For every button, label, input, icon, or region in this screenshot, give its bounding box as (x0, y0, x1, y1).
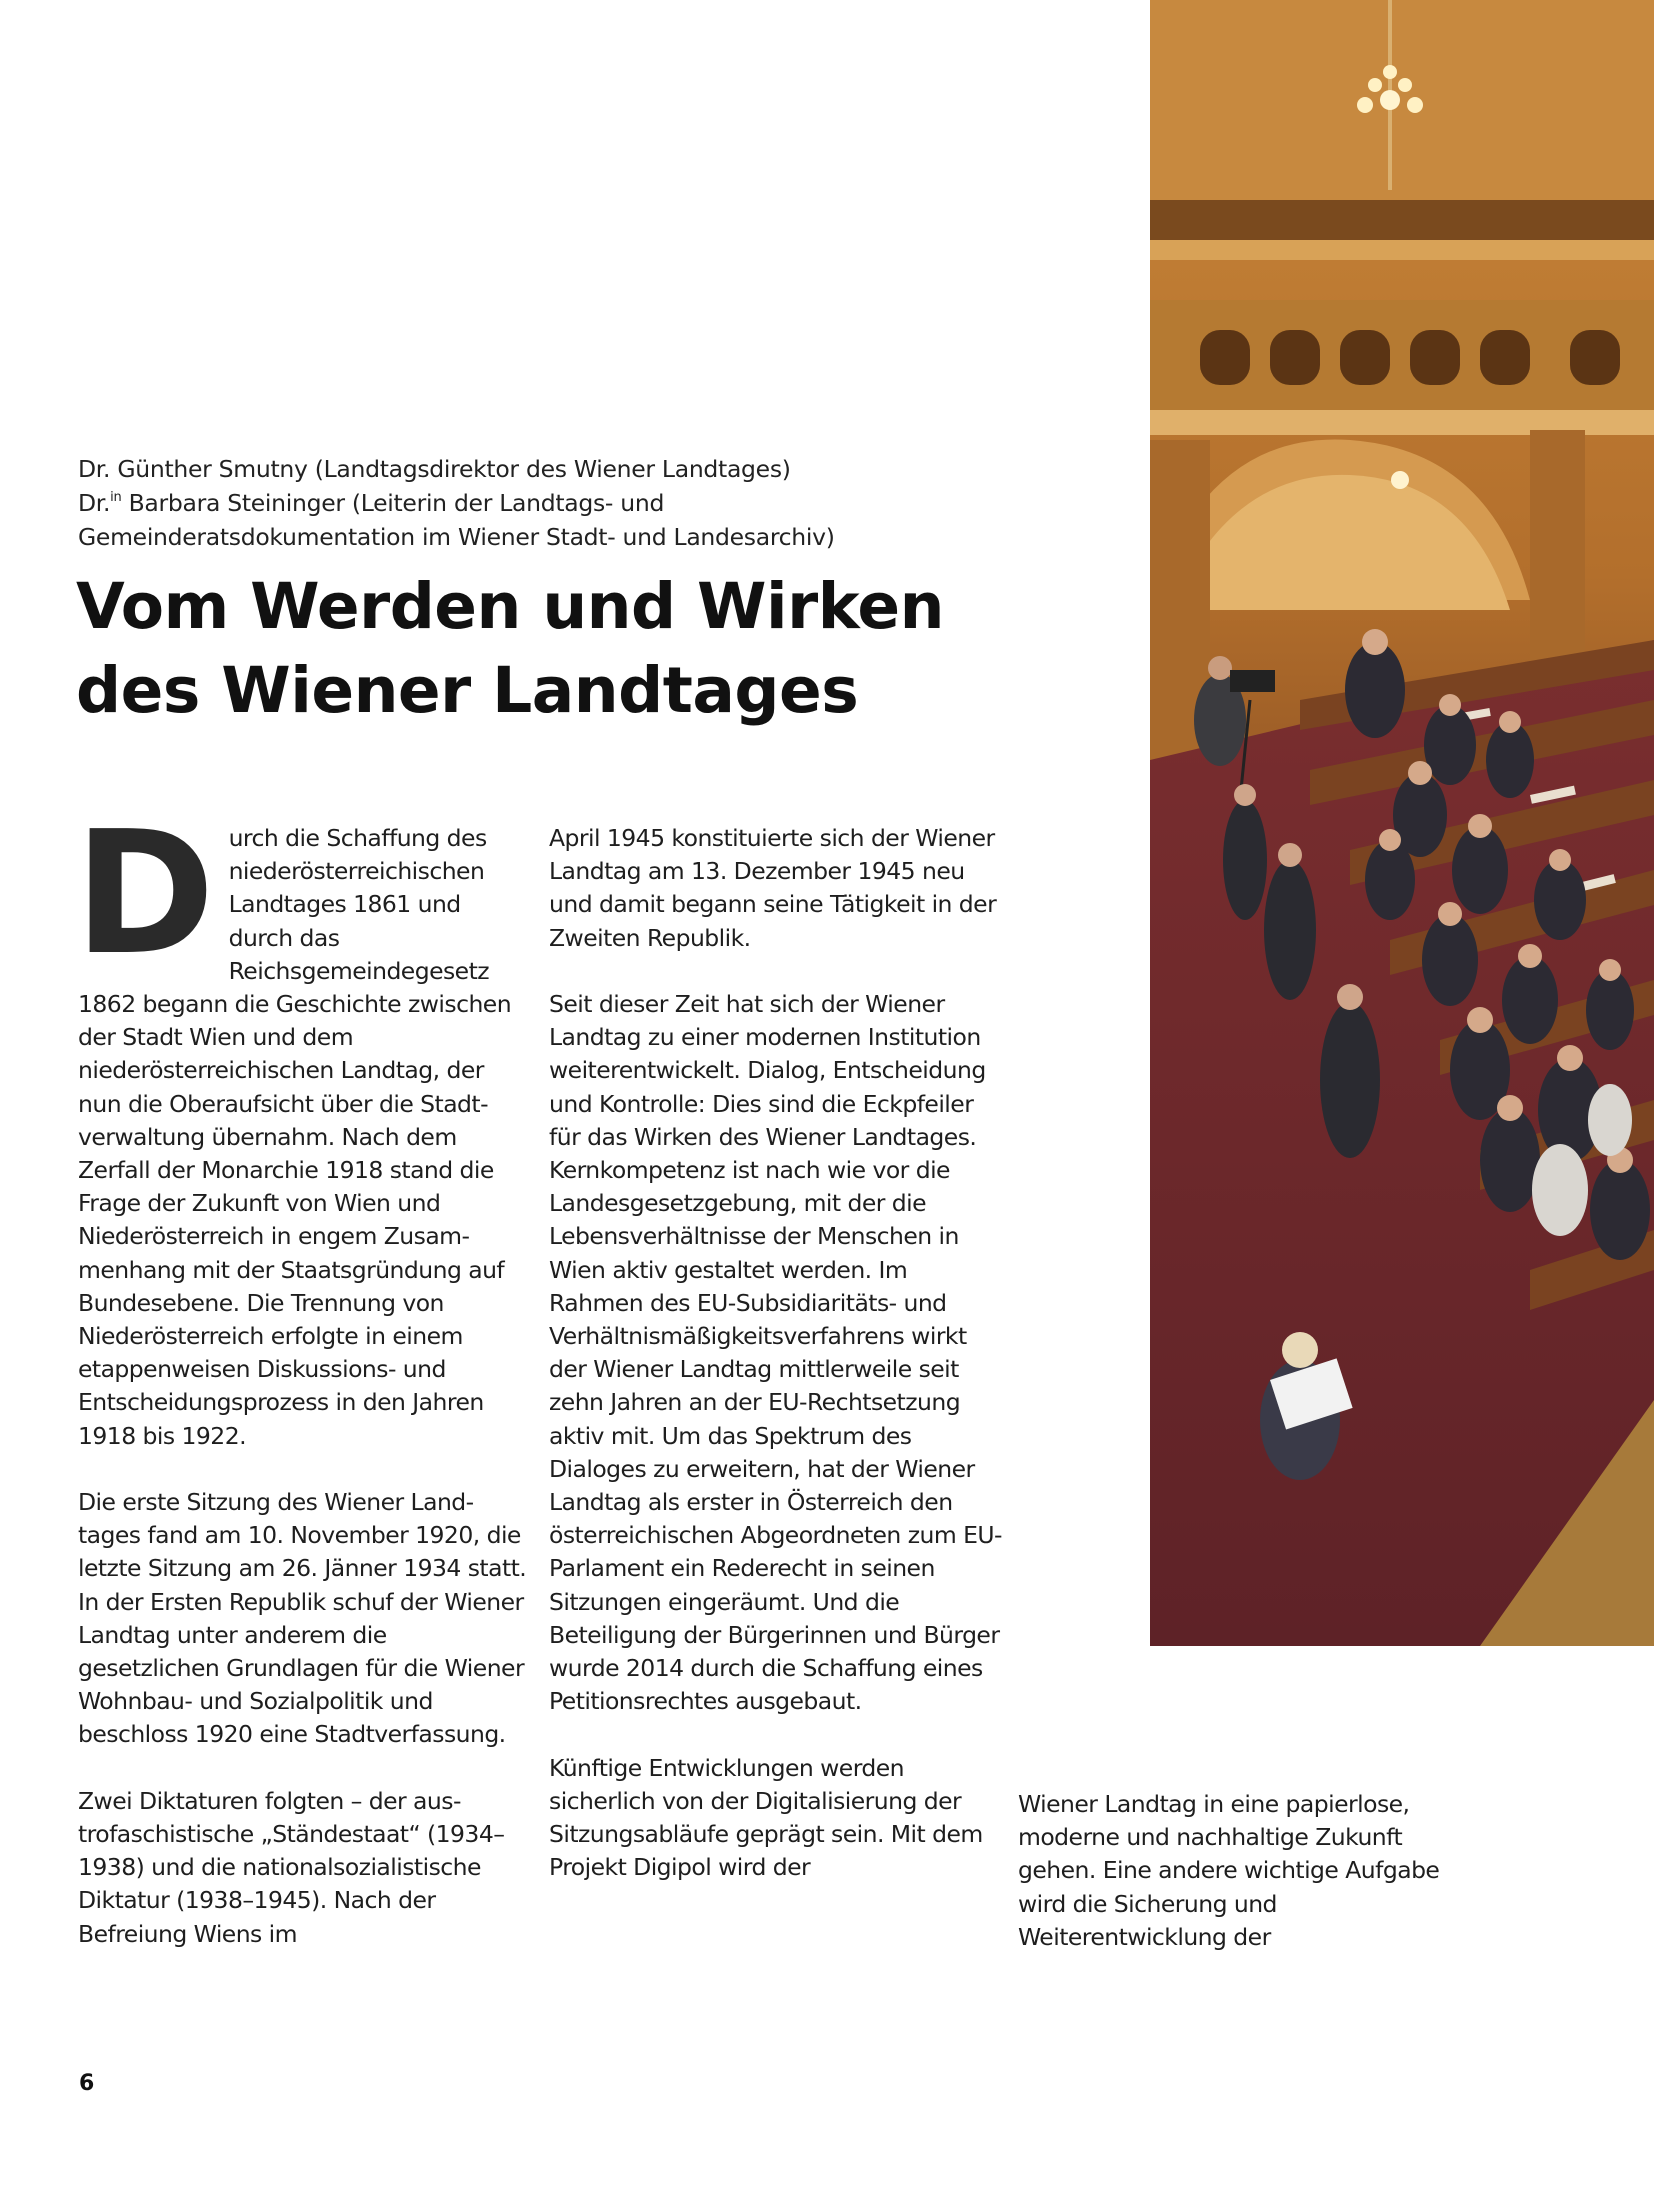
text-column-1 (74, 795, 528, 1951)
author-line-1: Dr. Günther Smutny (Landtagsdirektor des Wiener Landtages) (78, 455, 791, 483)
author-title-prefix: Dr. (78, 489, 111, 517)
parliament-chamber-photo (1150, 0, 1654, 1646)
paragraph: Die erste Sitzung des Wiener Landtages fand am 10. November 1920, die letzte Sitzung am 26. Jänner 1934 statt. In der Ersten Republik schuf der Wiener Landtag unter anderem die gesetzlichen Grundlagen für die Wiener Wohnbau- und Sozialpolitik und beschloss 1920 eine Stadtverfassung. (78, 1488, 527, 1749)
article-title-line-1: Vom Werden und Wirken (76, 570, 944, 643)
article-title (76, 565, 1076, 733)
author-line-2-text: Barbara Steininger (Leiterin der Landtags- und (121, 489, 665, 517)
author-title-suffix: in (110, 490, 122, 505)
text-column-3 (1018, 1788, 1468, 1954)
page-number: 6 (79, 2071, 95, 2096)
chamber-illustration (1150, 0, 1654, 1646)
paragraph: Seit dieser Zeit hat sich der Wiener Landtag zu einer modernen Institution weiterentwickelt. Dialog, Entscheidung und Kontrolle: Dies sind die Eckpfeiler für das Wirken des Wiener Landtages. Kernkompetenz ist nach wie vor die Landesgesetzgebung, mit der die Lebensverhältnisse der Menschen in Wien aktiv gestaltet werden. Im Rahmen des EU-Subsidiaritäts- und Verhältnismäßigkeitsverfahrens wirkt der Wiener Landtag mittlerweile seit zehn Jahren an der EU-Rechtsetzung aktiv mit. Um das Spektrum des Dialoges zu erweitern, hat der Wiener Landtag als erster in Österreich den österreichischen Abgeordneten zum EU-Parlament ein Rederecht in seinen Sitzungen eingeräumt. Und die Beteiligung der Bürgerinnen und Bürger wurde 2014 durch die Schaffung eines Petitionsrechtes ausgebaut. (549, 990, 1002, 1716)
author-line-2 (78, 486, 898, 520)
text-column-2 (549, 822, 1004, 1884)
author-line-3: Gemeinderatsdokumentation im Wiener Stadt- und Landesarchiv) (78, 523, 835, 551)
author-byline (78, 452, 898, 554)
paragraph: Zwei Diktaturen folgten – der austrofaschistische „Ständestaat“ (1934–1938) und die nationalsozialistische Diktatur (1938–1945). Nach der Befreiung Wiens im (78, 1786, 505, 1948)
upper-wall (1150, 0, 1654, 230)
paragraph: April 1945 konstituierte sich der Wiener Landtag am 13. Dezember 1945 neu und damit begann seine Tätigkeit in der Zweiten Republik. (549, 824, 997, 952)
paragraph-text: urch die Schaffung des niederösterreichischen Landtages 1861 und durch das Reichsgemeindegesetz 1862 begann die Geschichte zwischen der Stadt Wien und dem niederösterreichischen Landtag, der nun die Oberaufsicht über die Stadtverwaltung übernahm. Nach dem Zerfall der Monarchie 1918 stand die Frage der Zukunft von Wien und Niederösterreich in engem Zusammenhang mit der Staatsgründung auf Bundesebene. Die Trennung von Niederösterreich erfolgte in einem etappenweisen Diskussions- und Entscheidungsprozess in den Jahren 1918 bis 1922. (78, 824, 512, 1450)
article-title-line-2: des Wiener Landtages (76, 654, 859, 727)
paragraph: Künftige Entwicklungen werden sicherlich von der Digitalisierung der Sitzungsabläufe geprägt sein. Mit dem Projekt Digipol wird der (549, 1753, 983, 1882)
drop-cap: D (74, 795, 215, 993)
paragraph: Wiener Landtag in eine papierlose, moderne und nachhaltige Zukunft gehen. Eine andere wichtige Aufgabe wird die Sicherung und Weiterentwicklung der (1018, 1790, 1440, 1951)
paragraph (74, 795, 528, 1453)
